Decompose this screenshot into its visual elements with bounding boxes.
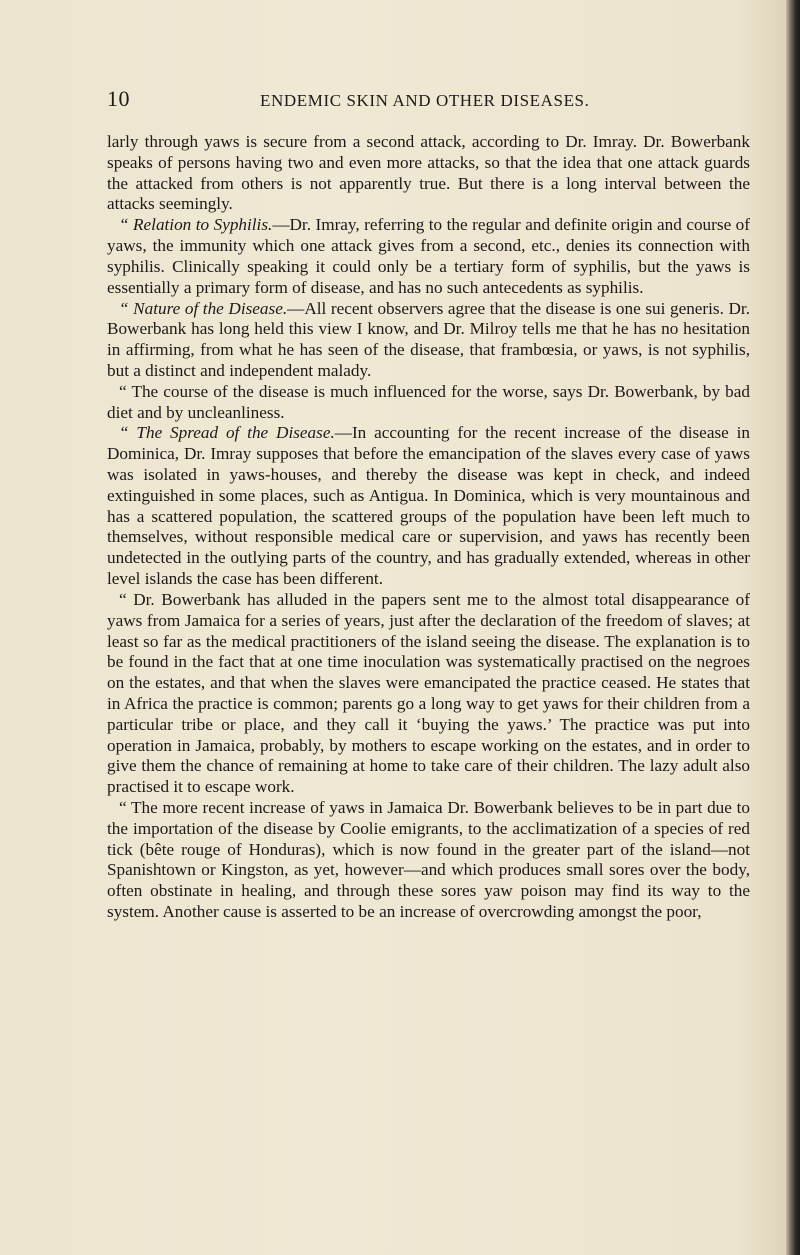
paragraph — [107, 423, 750, 590]
paragraph-text: —Dr. Imray, referring to the regular and definite origin and course of yaws, the immunity which one attack gives from a second, etc., denies its connection with syphilis. Clinically speaking it could only be a tertiary form of syphilis, but the yaws is essentially a primary form of disease, and has no such antecedents as syphilis. — [107, 215, 750, 297]
paragraph-text: larly through yaws is secure from a second attack, according to Dr. Imray. Dr. Bowerbank speaks of persons having two and even more attacks, so that the idea that one attack guards the attacked from others is not apparently true. But there is a long interval between the attacks seemingly. — [107, 132, 750, 214]
paragraph — [107, 798, 750, 923]
paragraph-text: “ Dr. Bowerbank has alluded in the papers sent me to the almost total disappearance of yaws from Jamaica for a series of years, just after the declaration of the freedom of slaves; at least so far as the medical practitioners of the island seeing the disease. The explanation is to be found in the fact that at one time inoculation was systematically practised on the negroes on the estates, and that when the slaves were emancipated the practice ceased. He states that in Africa the practice is common; parents go a long way to get yaws for their children from a particular tribe or place, and they call it ‘buying the yaws.’ The practice was put into operation in Jamaica, probably, by mothers to escape working on the estates, and in order to give them the chance of remaining at home to take care of their children. The lazy adult also practised it to escape work. — [107, 589, 750, 797]
paragraph — [107, 215, 750, 298]
paragraph-text: —In accounting for the recent increase of the disease in Dominica, Dr. Imray supposes that before the emancipation of the slaves every case of yaws was isolated in yaws-houses, and thereby the disease was kept in check, and indeed extinguished in some places, such as Antigua. In Dominica, which is very mountainous and has a scattered population, the scattered groups of the population have been left much to themselves, without responsible medical care or supervision, and yaws has recently been undetected in the outlying parts of the country, and has gradually extended, whereas in other level islands the case has been different. — [107, 423, 750, 589]
paragraph-text: “ The course of the disease is much influenced for the worse, says Dr. Bowerbank, by bad diet and by uncleanliness. — [107, 381, 750, 422]
paragraph-heading: “ The Spread of the Disease. — [119, 423, 335, 443]
paragraph — [107, 590, 750, 798]
paragraph — [107, 382, 750, 424]
paragraph — [107, 132, 750, 215]
body-text — [107, 132, 750, 923]
paragraph-heading: “ Relation to Syphilis. — [119, 215, 273, 235]
paragraph-text: —All recent observers agree that the disease is one sui generis. Dr. Bowerbank has long held this view I know, and Dr. Milroy tells me that he has no hesitation in affirming, from what he has seen of the disease, that frambœsia, or yaws, is not syphilis, but a distinct and independent malady. — [107, 298, 750, 380]
running-head: ENDEMIC SKIN AND OTHER DISEASES. — [260, 91, 590, 110]
page-header — [107, 86, 747, 116]
paragraph-text: “ The more recent increase of yaws in Jamaica Dr. Bowerbank believes to be in part due to the importation of the disease by Coolie emigrants, to the acclimatization of a species of red tick (bête rouge of Honduras), which is now found in the greater part of the island—not Spanishtown or Kingston, as yet, however—and which produces small sores over the body, often obstinate in healing, and through these sores yaw poison may find its way to the system. Another cause is asserted to be an increase of overcrowding amongst the poor, — [107, 798, 750, 922]
page-edge-shadow — [786, 0, 800, 1255]
paragraph — [107, 299, 750, 382]
paragraph-heading: “ Nature of the Disease. — [119, 298, 288, 318]
page-number: 10 — [107, 86, 130, 111]
